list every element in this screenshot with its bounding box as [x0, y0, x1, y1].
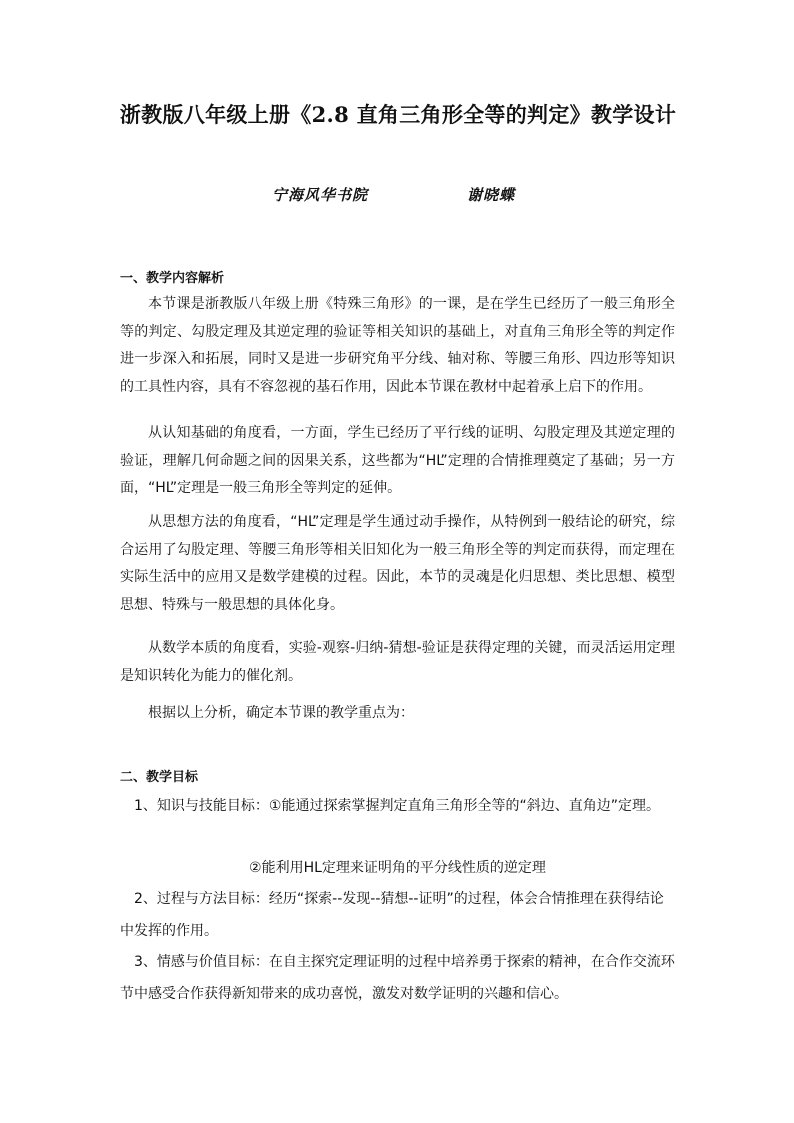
paragraph: 根据以上分析，确定本节课的教学重点为： — [148, 705, 414, 721]
goal-item: ②能利用HL定理来证明角的平分线性质的逆定理 — [249, 860, 546, 876]
paragraph: 从思想方法的角度看，“HL”定理是学生通过动手操作，从特例到一般结论的研究，综合运用了勾股定理、等腰三角形等相关旧知化为一般三角形全等的判定而获得，而定理在实际生活中的应用又是数学建模的过程。因此，本节的灵魂是化归思想、类比思想、模型思想、特殊与一般思想的具体化身。 — [120, 514, 675, 613]
paragraph: 从认知基础的角度看，一方面，学生已经历了平行线的证明、勾股定理及其逆定理的验证，理解几何命题之间的因果关系，这些都为“HL”定理的合情推理奠定了基础；另一方面，“HL”定理是一般三角形全等判定的延伸。 — [120, 425, 675, 496]
section-heading-teaching-goals: 二、教学目标 — [120, 770, 199, 785]
paragraph: 从数学本质的角度看，实验-观察-归纳-猜想-验证是获得定理的关键，而灵活运用定理是知识转化为能力的催化剂。 — [120, 640, 675, 684]
goal-item: 3、情感与价值目标：在自主探究定理证明的过程中培养勇于探索的精神，在合作交流环节中感受合作获得新知带来的成功喜悦，激发对数学证明的兴趣和信心。 — [120, 954, 675, 1002]
goal-item: 1、知识与技能目标：①能通过探索掌握判定直角三角形全等的“斜边、直角边”定理。 — [134, 798, 660, 814]
section-heading-content-analysis: 一、教学内容解析 — [120, 271, 225, 286]
document-title: 浙教版八年级上册《2.8 直角三角形全等的判定》教学设计 — [119, 102, 677, 127]
goal-item: 2、过程与方法目标：经历“探索--发现--猜想--证明”的过程，体会合情推理在获得结论中发挥的作用。 — [120, 891, 664, 939]
author-name: 谢晓蝶 — [467, 186, 516, 204]
byline — [0, 184, 794, 212]
paragraph: 本节课是浙教版八年级上册《特殊三角形》的一课，是在学生已经历了一般三角形全等的判定、勾股定理及其逆定理的验证等相关知识的基础上，对直角三角形全等的判定作进一步深入和拓展，同时又是进一步研究角平分线、轴对称、等腰三角形、四边形等知识的工具性内容，具有不容忽视的基石作用，因此本节课在教材中起着承上启下的作用。 — [120, 296, 675, 395]
school-name: 宁海风华书院 — [272, 186, 369, 204]
